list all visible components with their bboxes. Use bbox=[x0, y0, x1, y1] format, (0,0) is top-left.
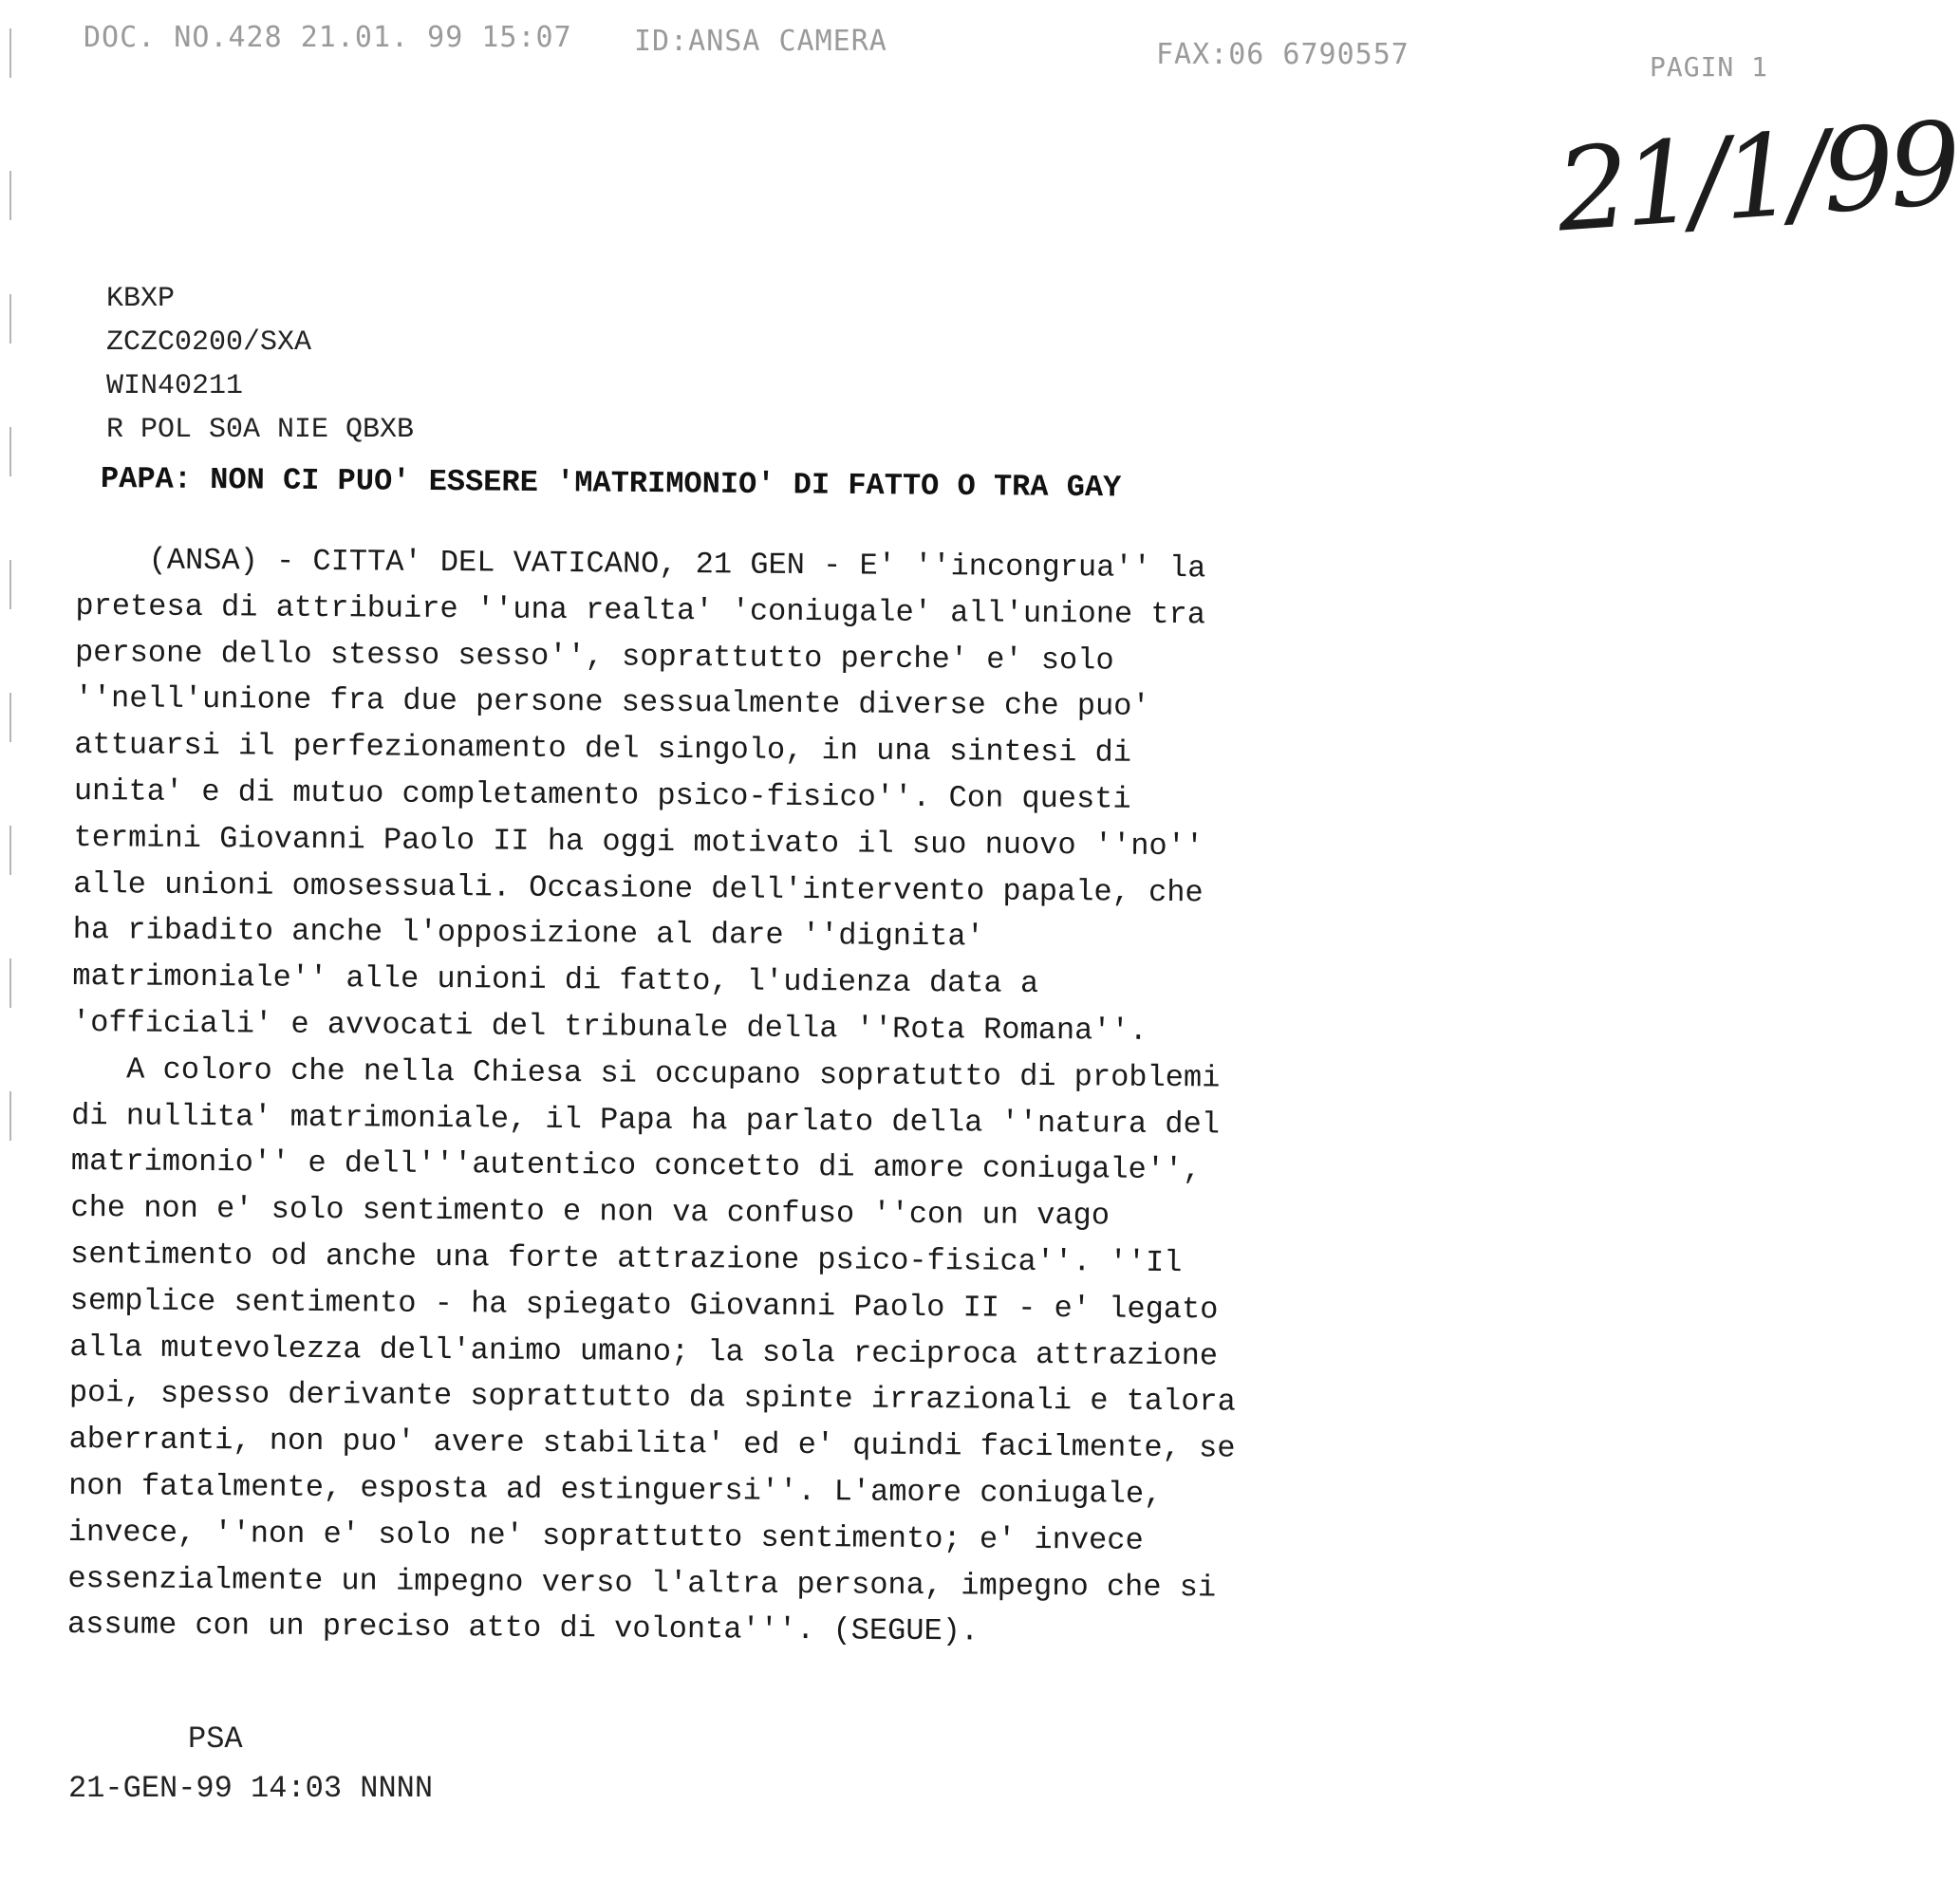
article-line: semplice sentimento - ha spiegato Giovanni Paolo II - e' legato bbox=[69, 1282, 1219, 1328]
article-line: matrimonio'' e dell'''autentico concetto di amore coniugale'', bbox=[70, 1144, 1202, 1188]
transmission-end-line: 21-GEN-99 14:03 NNNN bbox=[68, 1771, 434, 1806]
headline: PAPA: NON CI PUO' ESSERE 'MATRIMONIO' DI FATTO O TRA GAY bbox=[100, 461, 1122, 506]
article-line: A coloro che nella Chiesa si occupano sopratutto di problemi bbox=[71, 1051, 1221, 1096]
article-line: aberranti, non puo' avere stabilita' ed e' quindi facilmente, se bbox=[68, 1422, 1236, 1466]
author-signature: PSA bbox=[188, 1721, 243, 1757]
article-line: ha ribadito anche l'opposizione al dare ''dignita' bbox=[72, 912, 985, 955]
routing-line: ZCZC0200/SXA bbox=[106, 326, 312, 359]
article-line: termini Giovanni Paolo II ha oggi motivato il suo nuovo ''no'' bbox=[73, 819, 1204, 865]
fax-page-number: PAGIN 1 bbox=[1650, 51, 1769, 83]
article-body bbox=[67, 537, 1576, 1660]
article-line: attuarsi il perfezionamento del singolo, in una sintesi di bbox=[74, 727, 1132, 771]
article-line: persone dello stesso sesso'', soprattutto perche' e' solo bbox=[74, 634, 1114, 679]
article-line: alle unioni omosessuali. Occasione dell'intervento papale, che bbox=[72, 865, 1204, 910]
handwritten-date: 21/1/99 bbox=[1552, 98, 1960, 258]
article-line: essenzialmente un impegno verso l'altra persona, impegno che si bbox=[67, 1560, 1217, 1605]
margin-marks bbox=[9, 28, 19, 1167]
routing-codes bbox=[106, 277, 414, 452]
article-line: matrimoniale'' alle unioni di fatto, l'udienza data a bbox=[72, 958, 1039, 1002]
routing-line: WIN40211 bbox=[106, 370, 244, 402]
fax-doc-number: DOC. NO.428 21.01. 99 15:07 bbox=[84, 21, 572, 54]
article-line: pretesa di attribuire ''una realta' 'coniugale' all'unione tra bbox=[75, 587, 1206, 633]
routing-line: R POL S0A NIE QBXB bbox=[106, 414, 415, 446]
fax-header bbox=[84, 21, 1811, 83]
article-line: (ANSA) - CITTA' DEL VATICANO, 21 GEN - E' ''incongrua'' la bbox=[75, 541, 1206, 586]
article-line: poi, spesso derivante soprattutto da spinte irrazionali e talora bbox=[68, 1375, 1237, 1420]
routing-line: KBXP bbox=[106, 283, 176, 315]
article-line: sentimento od anche una forte attrazione psico-fisica''. ''Il bbox=[69, 1236, 1183, 1281]
article-line: ''nell'unione fra due persone sessualmente diverse che puo' bbox=[74, 680, 1150, 725]
article-line: assume con un preciso atto di volonta'''. (SEGUE). bbox=[66, 1607, 980, 1649]
fax-sender-id: ID:ANSA CAMERA bbox=[634, 25, 887, 58]
article-line: 'officiali' e avvocati del tribunale della ''Rota Romana''. bbox=[71, 1004, 1148, 1049]
article-line: di nullita' matrimoniale, il Papa ha parlato della ''natura del bbox=[71, 1097, 1221, 1143]
article-line: non fatalmente, esposta ad estinguersi''. L'amore coniugale, bbox=[68, 1467, 1163, 1512]
article-line: alla mutevolezza dell'animo umano; la sola reciproca attrazione bbox=[69, 1329, 1219, 1374]
article-line: invece, ''non e' solo ne' soprattutto sentimento; e' invece bbox=[67, 1514, 1144, 1558]
fax-number: FAX:06 6790557 bbox=[1156, 38, 1409, 71]
article-line: unita' e di mutuo completamento psico-fisico''. Con questi bbox=[73, 772, 1131, 817]
article-line: che non e' solo sentimento e non va confuso ''con un vago bbox=[70, 1190, 1111, 1234]
